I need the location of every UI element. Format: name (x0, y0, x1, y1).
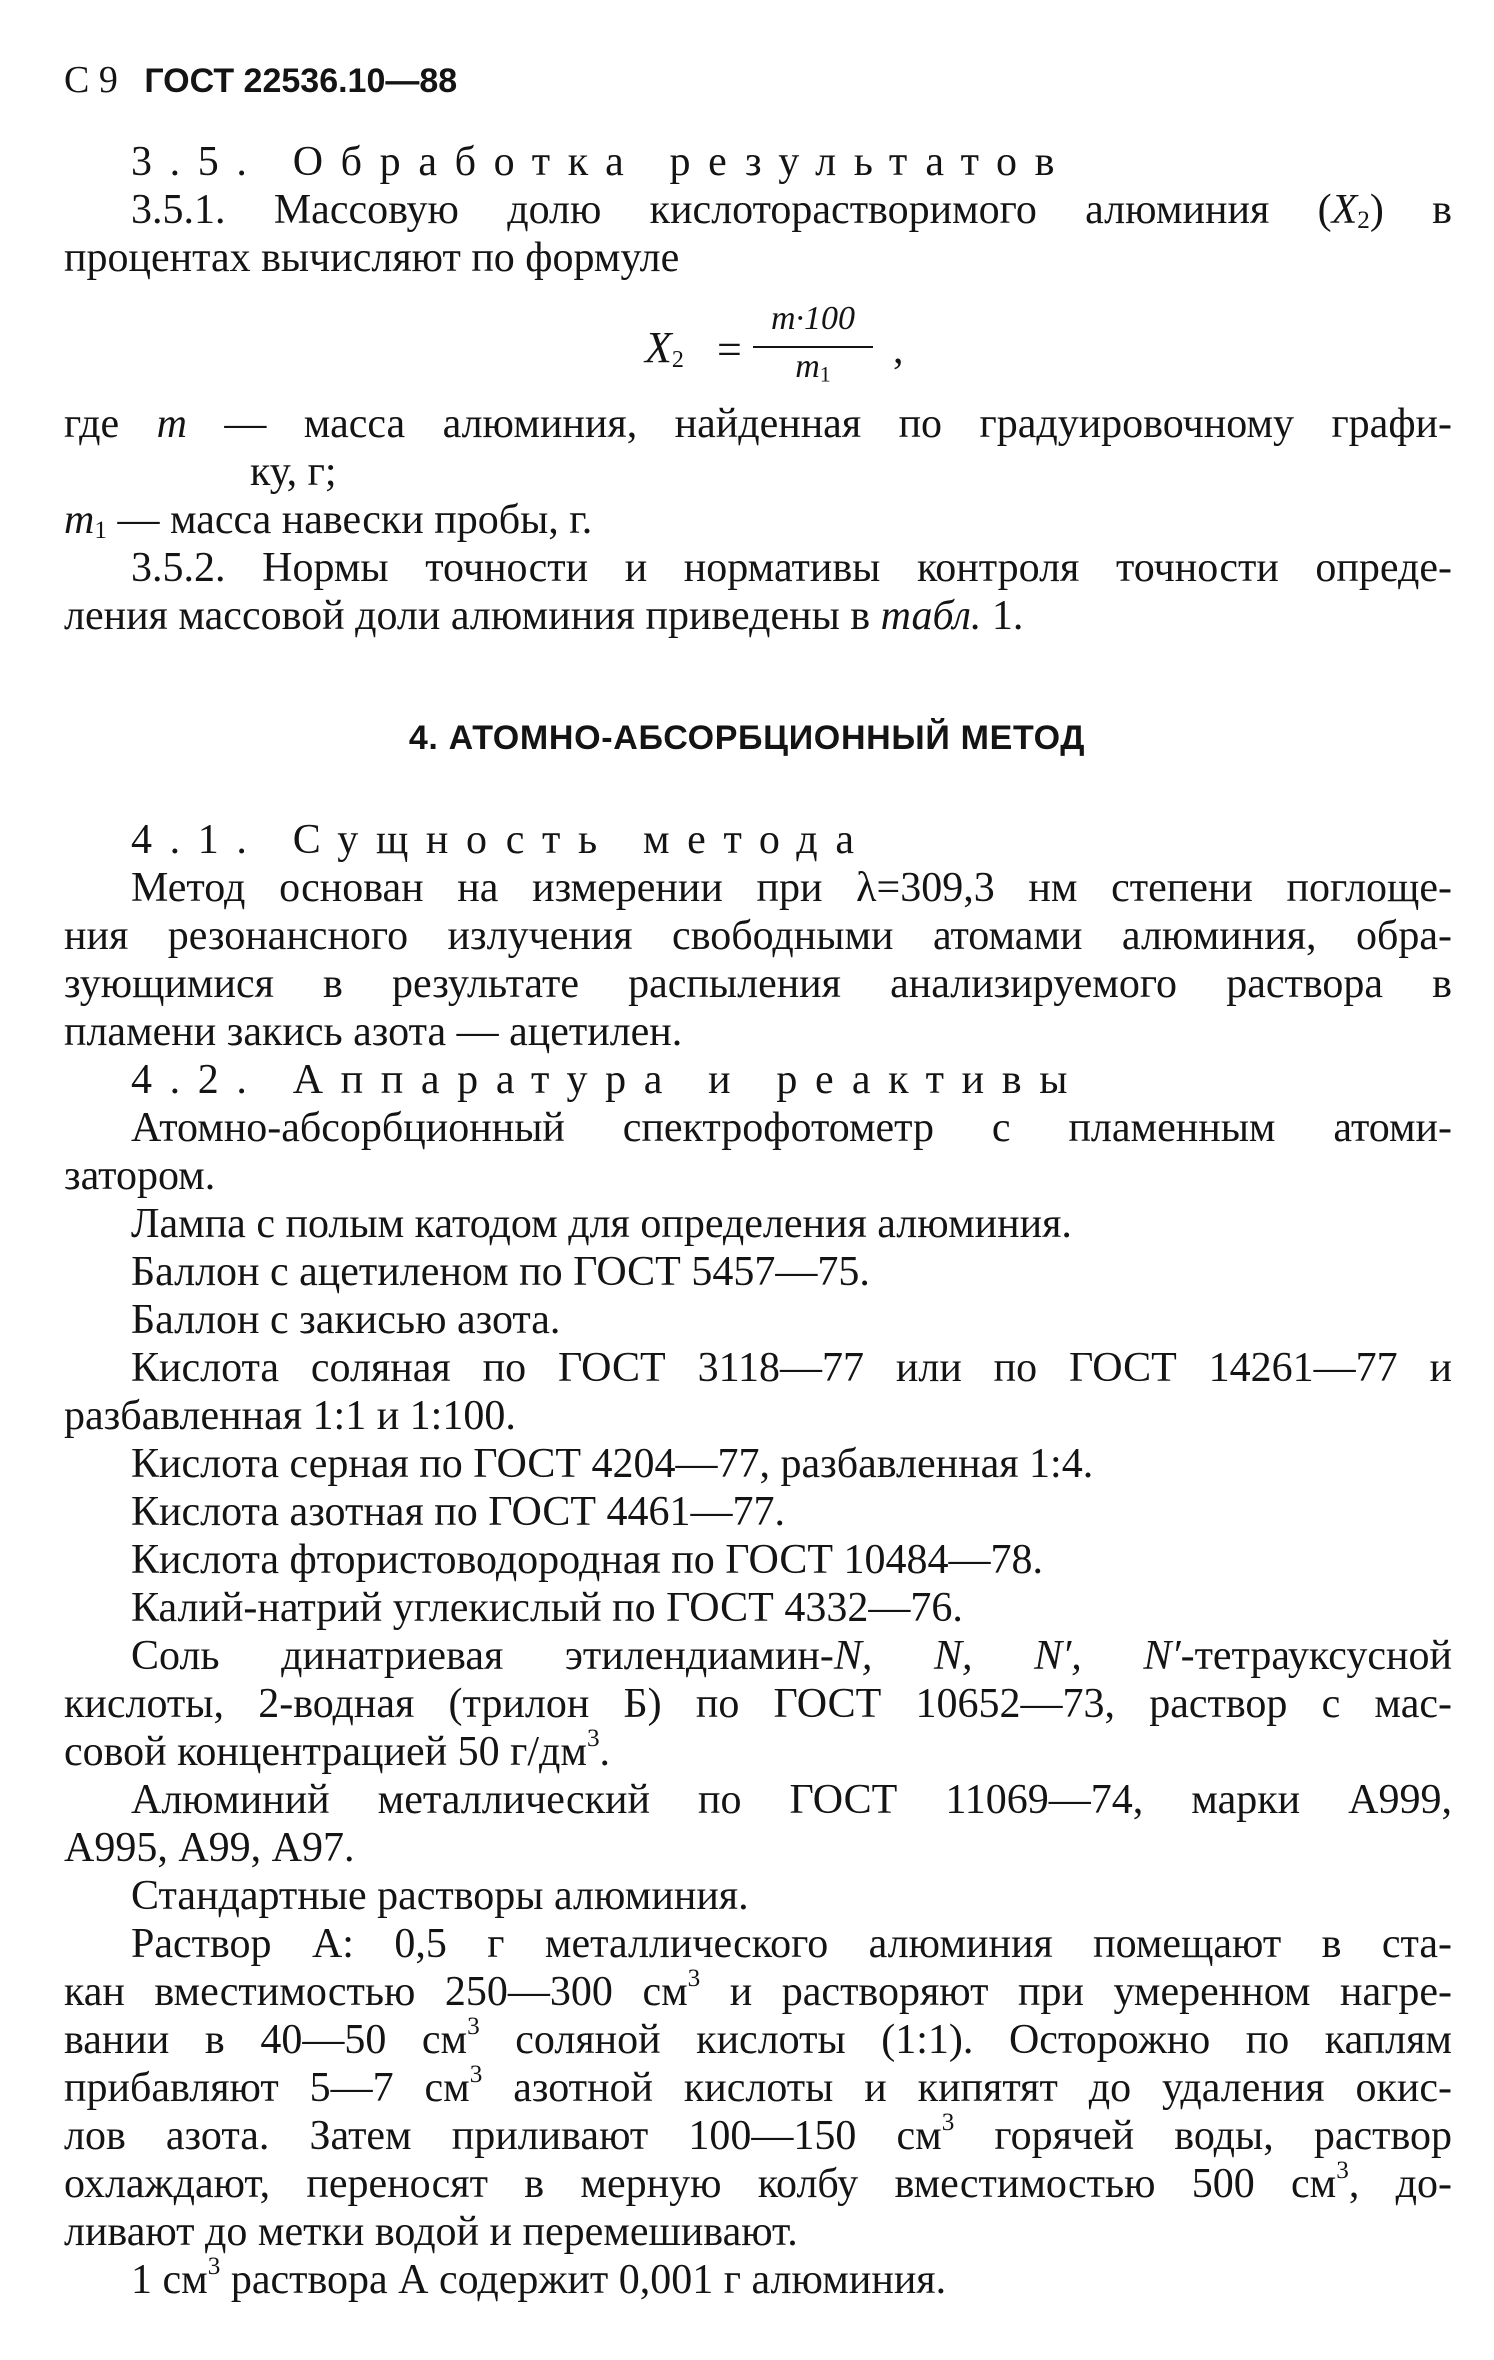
paragraph-3-5-2-line2: ления массовой доли алюминия приведены в табл. 1. (64, 593, 1024, 639)
reagent-trilon-line1: Соль динатриевая этилендиамин-N, N, N′, N′-тетрауксусной (131, 1633, 1452, 1679)
standard-solutions: Стандартные растворы алюминия. (131, 1873, 749, 1919)
reagent-sulfuric-acid: Кислота серная по ГОСТ 4204—77, разбавленная 1:4. (131, 1441, 1094, 1487)
where-m-line: где m — масса алюминия, найденная по градуировочному графи- (64, 401, 1452, 447)
reagent-acetylene: Баллон с ацетиленом по ГОСТ 5457—75. (131, 1249, 870, 1295)
where-m-continuation: ку, г; (250, 449, 337, 495)
page-header (64, 56, 1452, 106)
reagent-aluminium-line2: А995, А99, А97. (64, 1825, 355, 1871)
where-m1-line: $m_1$ — масса навески пробы, г. (64, 497, 593, 545)
formula-lhs: $X_2$ (645, 323, 684, 373)
solution-a-line1: Раствор А: 0,5 г металлического алюминия помещают в ста- (131, 1921, 1452, 1967)
solution-a-line3: вании в 40—50 $см^3$ соляной кислоты (1:1). Осторожно по каплям (64, 2013, 1452, 2063)
paragraph-3-5-2-line1: 3.5.2. Нормы точности и нормативы контроля точности опреде- (131, 545, 1452, 591)
section-4-title: 4. АТОМНО-АБСОРБЦИОННЫЙ МЕТОД (408, 719, 1086, 757)
section-3-5-title: 3.5. Обработка результатов (131, 139, 1073, 185)
s41-line2: ния резонансного излучения свободными атомами алюминия, обра- (64, 913, 1452, 959)
s41-line4: пламени закись азота — ацетилен. (64, 1009, 683, 1055)
reagent-nitric-acid: Кислота азотная по ГОСТ 4461—77. (131, 1489, 785, 1535)
solution-a-line2: кан вместимостью 250—300 $см^3$ и растворяют при умеренном нагре- (64, 1965, 1452, 2015)
reagent-spectrophotometer-line2: затором. (64, 1153, 216, 1199)
formula-numerator: m·100 (770, 300, 856, 337)
solution-a-content: 1 $см^3$ раствора А содержит 0,001 г алюминия. (131, 2253, 947, 2303)
reagent-trilon-line3: совой концентрацией 50 $г/дм^3$. (64, 1725, 611, 1775)
formula-denominator: $m_1$ (795, 348, 831, 387)
solution-a-line4: прибавляют 5—7 $см^3$ азотной кислоты и кипятят до удаления окис- (64, 2061, 1453, 2111)
standard-id: ГОСТ 22536.10—88 (144, 62, 458, 100)
reagent-hf-acid: Кислота фтористоводородная по ГОСТ 10484—78. (131, 1537, 1044, 1583)
reagent-hcl-line1: Кислота соляная по ГОСТ 3118—77 или по ГОСТ 14261—77 и (131, 1345, 1452, 1391)
reagent-aluminium-line1: Алюминий металлический по ГОСТ 11069—74, марки А999, (131, 1777, 1452, 1823)
reagent-trilon-line2: кислоты, 2-водная (трилон Б) по ГОСТ 10652—73, раствор с мас- (64, 1681, 1452, 1727)
section-4-1-title: 4.1. Сущность метода (131, 817, 872, 863)
formula-x2 (645, 300, 945, 390)
solution-a-line5: лов азота. Затем приливают 100—150 $см^3$ горячей воды, раствор (64, 2109, 1452, 2159)
reagent-nitrous-oxide: Баллон с закисью азота. (131, 1297, 561, 1343)
reagent-lamp: Лампа с полым катодом для определения алюминия. (131, 1201, 1072, 1247)
reagent-hcl-line2: разбавленная 1:1 и 1:100. (64, 1393, 516, 1439)
reagent-spectrophotometer-line1: Атомно-абсорбционный спектрофотометр с пламенным атоми- (131, 1105, 1452, 1151)
reagent-potassium-sodium-carbonate: Калий-натрий углекислый по ГОСТ 4332—76. (131, 1585, 963, 1631)
paragraph-3-5-1-line1: 3.5.1. Массовую долю кислоторастворимого алюминия $(X_2)$ в (131, 187, 1452, 235)
section-4-2-title: 4.2. Аппаратура и реактивы (131, 1057, 1086, 1103)
solution-a-line7: ливают до метки водой и перемешивают. (64, 2209, 798, 2255)
s41-line3: зующимися в результате распыления анализируемого раствора в (64, 961, 1452, 1007)
paragraph-3-5-1-line2: процентах вычисляют по формуле (64, 235, 680, 281)
formula-equals: = (717, 325, 742, 374)
formula-comma: , (893, 327, 904, 373)
page-number: С 9 (64, 59, 118, 101)
solution-a-line6: охлаждают, переносят в мерную колбу вместимостью 500 $см^3$, до- (64, 2157, 1452, 2207)
s41-line1: Метод основан на измерении при λ=309,3 нм степени поглоще- (131, 865, 1452, 911)
